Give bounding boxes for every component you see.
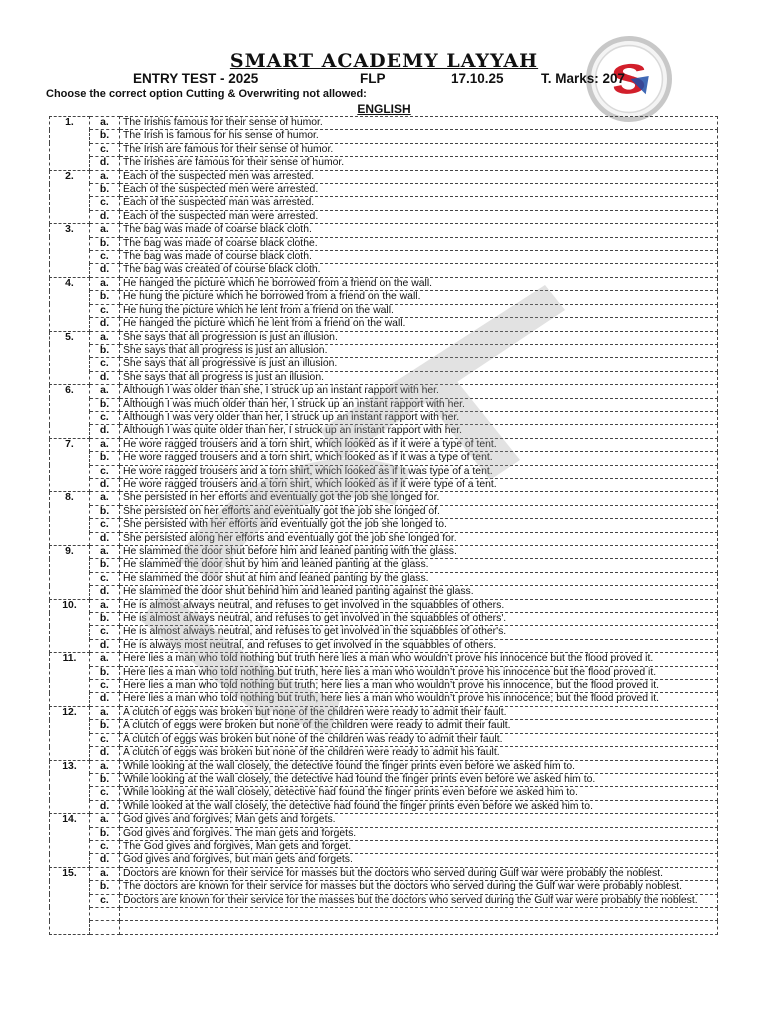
option-row (50, 840, 718, 853)
option-row (50, 465, 718, 478)
option-text: She says that all progressive is just an illusion. (120, 358, 718, 371)
date-label: 17.10.25 (451, 71, 504, 86)
option-row (50, 197, 718, 210)
option-letter: a. (90, 492, 120, 505)
option-letter: d. (90, 693, 120, 706)
option-letter: c. (90, 894, 120, 907)
option-row (50, 653, 718, 666)
question-number: 6. (50, 385, 90, 439)
option-letter: c. (90, 358, 120, 371)
option-row (50, 438, 718, 451)
option-letter: d. (90, 371, 120, 384)
option-letter: a. (90, 170, 120, 183)
option-text: The Irishis famous for their sense of humor. (120, 117, 718, 130)
option-letter: b. (90, 613, 120, 626)
option-letter: a. (90, 117, 120, 130)
question-number: 13. (50, 760, 90, 814)
option-row (50, 264, 718, 277)
option-row (50, 693, 718, 706)
option-text: The Irish are famous for their sense of humor. (120, 143, 718, 156)
option-text: Each of the suspected men were arrested. (120, 184, 718, 197)
option-letter: c. (90, 840, 120, 853)
option-row (50, 827, 718, 840)
option-row (50, 425, 718, 438)
option-letter: a. (90, 814, 120, 827)
option-row (50, 854, 718, 867)
question-number: 5. (50, 331, 90, 385)
option-text: He is almost always neutral, and refuses to get involved in the squabbles of others. (120, 599, 718, 612)
option-text: She persisted with her efforts and eventually got the job she longed to. (120, 519, 718, 532)
option-text: He wore ragged trousers and a torn shirt, which looked as if it was a type of tent. (120, 452, 718, 465)
question-number: 3. (50, 224, 90, 278)
option-letter: c. (90, 733, 120, 746)
option-letter: d. (90, 157, 120, 170)
option-text: Although I was very older than her, I struck up an instant rapport with her. (120, 411, 718, 424)
option-row (50, 371, 718, 384)
option-row (50, 411, 718, 424)
instructions: Choose the correct option Cutting & Overwriting not allowed: (46, 88, 367, 100)
option-text: The bag was made of coarse black cloth. (120, 224, 718, 237)
option-row (50, 358, 718, 371)
option-letter: d. (90, 800, 120, 813)
option-letter: d. (90, 586, 120, 599)
question-number: 8. (50, 492, 90, 546)
option-text: He is always most neutral, and refuses to get involved in the squabbles of others. (120, 639, 718, 652)
option-letter: a. (90, 224, 120, 237)
option-row (50, 747, 718, 760)
option-text: Doctors are known for their service for masses but the doctors who served during Gulf war were probably the noblest. (120, 867, 718, 880)
option-text: He slammed the door shut behind him and leaned panting against the glass. (120, 586, 718, 599)
option-text: Here lies a man who told nothing but truth here lies a man who wouldn’t prove his innocence but the flood proved it. (120, 653, 718, 666)
option-row (50, 344, 718, 357)
option-row (50, 626, 718, 639)
question-number: 15. (50, 867, 90, 934)
option-text: The Irish is famous for his sense of humor. (120, 130, 718, 143)
option-letter: d. (90, 639, 120, 652)
subject-heading: ENGLISH (357, 102, 411, 116)
option-row (50, 304, 718, 317)
option-row (50, 398, 718, 411)
option-letter: d. (90, 318, 120, 331)
option-letter: d. (90, 478, 120, 491)
option-row (50, 251, 718, 264)
option-text: She says that all progression is just an illusion. (120, 331, 718, 344)
option-letter: b. (90, 130, 120, 143)
question-number: 11. (50, 653, 90, 707)
option-text: The bag was created of course black cloth. (120, 264, 718, 277)
option-row (50, 787, 718, 800)
option-text: He hanged the picture which he borrowed from a friend on the wall. (120, 277, 718, 290)
option-text: Although I was much older than her, I struck up an instant rapport with her. (120, 398, 718, 411)
option-row (50, 680, 718, 693)
option-text: He is almost always neutral, and refuses to get involved in the squabbles of other's. (120, 626, 718, 639)
option-text: Although I was older than she, I struck up an instant rapport with her. (120, 385, 718, 398)
option-text: While looking at the wall closely, detective had found the finger prints even before we asked him to. (120, 787, 718, 800)
option-text: She says that all progress is just an illusion. (120, 371, 718, 384)
option-text: The doctors are known for their service for masses but the doctors who served during the Gulf war were probably noblest. (120, 881, 718, 894)
option-letter: c. (90, 465, 120, 478)
option-letter: d. (90, 747, 120, 760)
option-letter: b. (90, 666, 120, 679)
option-letter: c. (90, 519, 120, 532)
option-letter: b. (90, 237, 120, 250)
option-letter: b. (90, 184, 120, 197)
option-text: She persisted on her efforts and eventually got the job she longed of. (120, 505, 718, 518)
option-letter: a. (90, 385, 120, 398)
option-text: He wore ragged trousers and a torn shirt, which looked as if it was type of a tent. (120, 465, 718, 478)
option-row (50, 881, 718, 894)
option-text: Each of the suspected man were arrested. (120, 210, 718, 223)
option-letter: b. (90, 827, 120, 840)
option-letter: b. (90, 773, 120, 786)
option-row (50, 210, 718, 223)
question-number: 10. (50, 599, 90, 653)
option-letter (90, 921, 120, 934)
option-text: Here lies a man who told nothing but truth; here lies a man who wouldn’t prove his innocence, but the flood proved it. (120, 680, 718, 693)
option-row (50, 170, 718, 183)
option-letter: d. (90, 854, 120, 867)
option-text: Doctors are known for their service for the masses but the doctors who served during the Gulf war were probably the noblest. (120, 894, 718, 907)
option-row (50, 639, 718, 652)
option-letter: d. (90, 425, 120, 438)
option-letter: c. (90, 197, 120, 210)
option-letter: a. (90, 438, 120, 451)
option-letter: a. (90, 277, 120, 290)
total-marks-label: T. Marks: 207 (541, 71, 626, 86)
option-text: Each of the suspected men was arrested. (120, 170, 718, 183)
option-row (50, 706, 718, 719)
option-text: While looking at the wall closely, the detective had found the finger prints even before we asked him to. (120, 773, 718, 786)
option-text: He slammed the door shut at him and leaned panting by the glass. (120, 572, 718, 585)
option-row (50, 318, 718, 331)
option-row (50, 452, 718, 465)
option-text (120, 907, 718, 920)
option-row (50, 532, 718, 545)
option-text: The God gives and forgives, Man gets and forget. (120, 840, 718, 853)
option-text: She persisted in her efforts and eventually got the job she longed for. (120, 492, 718, 505)
option-letter: b. (90, 881, 120, 894)
flp-label: FLP (360, 71, 386, 86)
option-row (50, 492, 718, 505)
option-letter: b. (90, 291, 120, 304)
option-text: He wore ragged trousers and a torn shirt, which looked as if it were type of a tent. (120, 478, 718, 491)
option-row (50, 277, 718, 290)
option-text: A clutch of eggs was broken but none of the children were ready to admit his fault. (120, 747, 718, 760)
option-text: A clutch of eggs was broken but none of the children was ready to admit their fault. (120, 733, 718, 746)
option-letter: b. (90, 505, 120, 518)
option-text: He hanged the picture which he lent from a friend on the wall. (120, 318, 718, 331)
option-text: He is almost always neutral, and refuses to get involved in the squabbles of others'. (120, 613, 718, 626)
option-text: A clutch of eggs was broken but none of the children were ready to admit their fault. (120, 706, 718, 719)
option-letter: b. (90, 398, 120, 411)
option-row (50, 184, 718, 197)
option-letter: d. (90, 264, 120, 277)
option-row (50, 867, 718, 880)
option-letter: a. (90, 599, 120, 612)
option-row (50, 773, 718, 786)
option-letter: b. (90, 344, 120, 357)
option-row (50, 478, 718, 491)
option-letter: c. (90, 680, 120, 693)
option-letter: c. (90, 251, 120, 264)
option-row (50, 907, 718, 920)
option-row (50, 224, 718, 237)
option-letter: a. (90, 653, 120, 666)
option-letter: c. (90, 304, 120, 317)
option-letter: c. (90, 572, 120, 585)
option-text: While looked at the wall closely, the detective had found the finger prints even before we asked him to. (120, 800, 718, 813)
option-row (50, 599, 718, 612)
option-text: The bag was made of course black cloth. (120, 251, 718, 264)
option-letter: d. (90, 210, 120, 223)
option-row (50, 130, 718, 143)
option-letter: b. (90, 559, 120, 572)
option-row (50, 894, 718, 907)
option-text: He hung the picture which he lent from a friend on the wall. (120, 304, 718, 317)
option-letter: c. (90, 143, 120, 156)
option-row (50, 733, 718, 746)
question-number: 14. (50, 814, 90, 868)
option-text: The Irishes are famous for their sense of humor. (120, 157, 718, 170)
option-text: While looking at the wall closely, the detective found the finger prints even before we asked him to. (120, 760, 718, 773)
page-title: SMART ACADEMY LAYYAH (229, 50, 539, 72)
option-letter: a. (90, 706, 120, 719)
option-text: Here lies a man who told nothing but truth, here lies a man who wouldn’t prove his innocence but the flood proved it. (120, 666, 718, 679)
option-text: He slammed the door shut before him and leaned panting with the glass. (120, 546, 718, 559)
option-row (50, 157, 718, 170)
option-letter: a. (90, 546, 120, 559)
option-row (50, 720, 718, 733)
question-number: 4. (50, 277, 90, 331)
option-row (50, 519, 718, 532)
entry-test-label: ENTRY TEST - 2025 (133, 71, 259, 86)
option-text (120, 921, 718, 934)
questions-table (49, 116, 718, 935)
option-text: A clutch of eggs were broken but none of the children were ready to admit their fault. (120, 720, 718, 733)
option-letter: a. (90, 867, 120, 880)
option-letter: b. (90, 720, 120, 733)
option-row (50, 666, 718, 679)
option-letter: b. (90, 452, 120, 465)
option-row (50, 291, 718, 304)
option-row (50, 572, 718, 585)
option-letter (90, 907, 120, 920)
option-letter: a. (90, 331, 120, 344)
question-number: 2. (50, 170, 90, 224)
question-number: 12. (50, 706, 90, 760)
option-text: Each of the suspected man was arrested. (120, 197, 718, 210)
option-text: She says that all progress is just an allusion. (120, 344, 718, 357)
option-text: The bag was made of coarse black clothe. (120, 237, 718, 250)
option-text: Although I was quite older than her, I struck up an instant rapport with her. (120, 425, 718, 438)
option-row (50, 760, 718, 773)
option-row (50, 385, 718, 398)
option-text: Here lies a man who told nothing but truth, here lies a man who wouldn’t prove his innocence; but the flood proved it. (120, 693, 718, 706)
option-row (50, 546, 718, 559)
option-row (50, 143, 718, 156)
question-number: 9. (50, 546, 90, 600)
option-letter: a. (90, 760, 120, 773)
option-text: He hung the picture which he borrowed from a friend on the wall. (120, 291, 718, 304)
option-letter: c. (90, 411, 120, 424)
option-letter: c. (90, 626, 120, 639)
option-row (50, 800, 718, 813)
option-row (50, 559, 718, 572)
option-row (50, 505, 718, 518)
option-text: She persisted along her efforts and eventually got the job she longed for. (120, 532, 718, 545)
option-letter: c. (90, 787, 120, 800)
option-row (50, 237, 718, 250)
option-text: He slammed the door shut by him and leaned panting at the glass. (120, 559, 718, 572)
option-text: God gives and forgives. The man gets and forgets. (120, 827, 718, 840)
option-row (50, 586, 718, 599)
option-row (50, 921, 718, 934)
option-row (50, 331, 718, 344)
question-number: 7. (50, 438, 90, 492)
option-text: He wore ragged trousers and a torn shirt, which looked as if it were a type of tent. (120, 438, 718, 451)
question-number: 1. (50, 117, 90, 171)
option-row (50, 814, 718, 827)
option-row (50, 117, 718, 130)
option-row (50, 613, 718, 626)
option-text: God gives and forgives; Man gets and forgets. (120, 814, 718, 827)
option-letter: d. (90, 532, 120, 545)
option-text: God gives and forgives, but man gets and forgets. (120, 854, 718, 867)
